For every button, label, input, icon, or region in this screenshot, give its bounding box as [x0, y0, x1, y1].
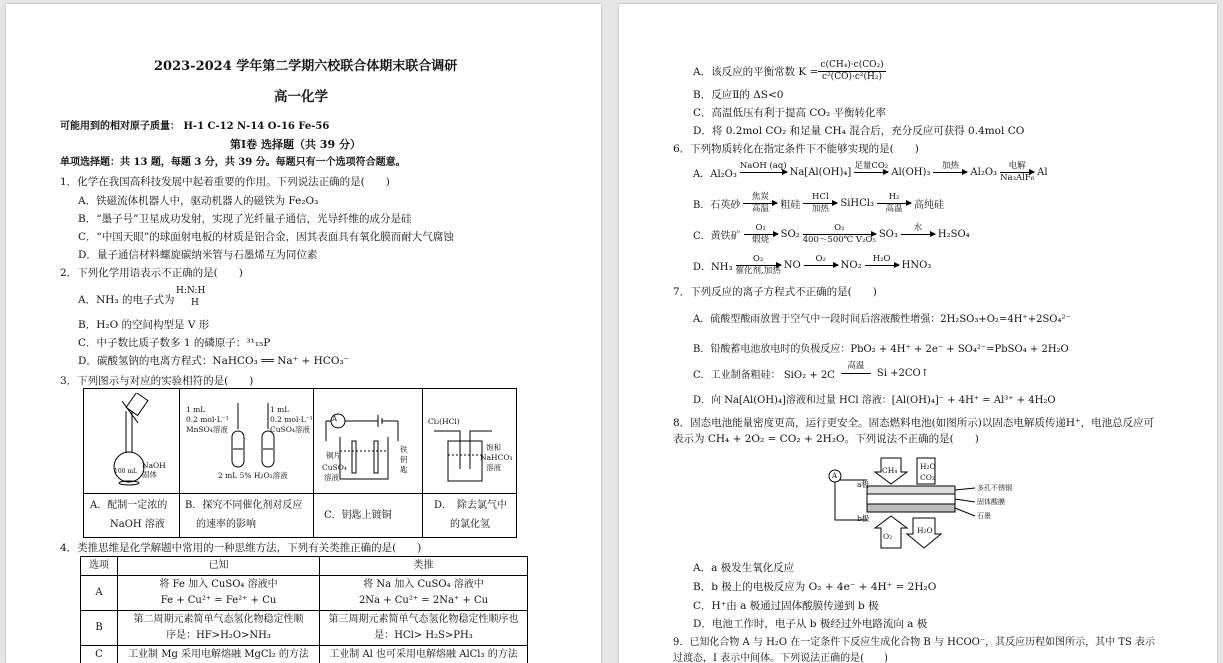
q4-row-b-infer: [320, 611, 528, 646]
fig-b-label-6: CuSO₄溶液: [270, 425, 310, 434]
section-title: 第Ⅰ卷 选择题（共 39 分）: [230, 138, 361, 151]
cell-line: Fe + Cu²⁺ = Fe²⁺ + Cu: [160, 595, 277, 606]
reaction-arrow: [933, 162, 967, 183]
condition: HCl: [812, 192, 829, 202]
nh3-electron-formula: H:N:H: [176, 286, 206, 296]
species: C．黄铁矿: [693, 231, 741, 242]
fig-b-label-3: MnSO₄溶液: [186, 425, 228, 434]
q4-row-a-infer: [320, 576, 528, 611]
q4-row-b-option: B: [81, 611, 118, 646]
q9-stem-line1: 9．已知化合物 A 与 H₂O 在一定条件下反应生成化合物 B 与 HCOO⁻，其反应历程如图所示，其中 TS 表示: [673, 637, 1156, 648]
q7-option-c-text: C．工业制备粗硅： SiO₂ + 2C: [693, 370, 835, 381]
fraction-denominator: c²(CO)·c²(H₂): [822, 72, 882, 82]
condition: O₂: [815, 254, 826, 264]
fig-o2: O₂: [883, 532, 893, 541]
cell-line: 工业制 Al 也可采用电解熔融 AlCl₃ 的方法: [329, 649, 518, 660]
instruction: 单项选择题：共 13 题，每题 3 分，共 39 分。每题只有一个选项符合题意。: [60, 157, 406, 168]
reaction-arrow: [743, 193, 777, 214]
reaction-arrow: [803, 224, 876, 245]
fig-h2o-top: H₂O: [920, 462, 936, 471]
cell-line: 序是：HF>H₂O>NH₃: [166, 630, 271, 641]
reaction-arrow: [744, 224, 778, 245]
q1-option-b: B．“墨子号”卫星成功发射，实现了光纤量子通信，光导纤维的成分是硅: [78, 213, 412, 225]
reaction-arrow: [740, 162, 787, 183]
exam-title: 2023-2024 学年第二学期六校联合体期末联合调研: [154, 59, 458, 74]
fig-c-label-copper: 铜片: [326, 451, 341, 460]
atomic-masses: 可能用到的相对原子质量： H-1 C-12 N-14 O-16 Fe-56: [60, 121, 330, 132]
condition: 高温: [751, 204, 769, 214]
q4-header-option: 选项: [81, 557, 118, 576]
q3-caption-a2: NaOH 溶液: [110, 519, 165, 530]
fig-h2o-bottom: H₂O: [917, 526, 933, 535]
q5-option-d: D．将 0.2mol CO₂ 和足量 CH₄ 混合后，充分反应可获得 0.4mol CO: [693, 125, 1025, 137]
species: NO: [783, 260, 801, 271]
q2-option-b: B．H₂O 的空间构型是 V 形: [78, 319, 210, 331]
q4-header-known: 已知: [118, 557, 320, 576]
q7-option-c: [693, 362, 929, 385]
species: SO₂: [780, 229, 800, 240]
q3-caption-d1: D． 除去氯气中: [434, 500, 508, 511]
q6-option-c: [693, 224, 970, 245]
table-row: [81, 646, 528, 663]
q1-option-a: A．铁磁流体机器人中，驱动机器人的磁铁为 Fe₂O₃: [78, 195, 319, 207]
q8-stem-line1: 8．固态电池能量密度更高，运行更安全。固态燃料电池(如图所示)以固态电解质传递H⁺，电池总反应可: [673, 417, 1155, 429]
fig-a-label-volume: 100 mL: [114, 468, 138, 475]
reaction-arrow: [1000, 162, 1034, 183]
fig-c-label-iron: 铁: [400, 445, 408, 454]
q1-option-d: D．量子通信材料螺旋碳纳米管与石墨烯互为同位素: [78, 249, 318, 261]
fig-d-label-solution: 溶液: [486, 463, 501, 472]
q4-row-b-known: [118, 611, 320, 646]
q5-option-c: C．高温低压有利于提高 CO₂ 平衡转化率: [693, 107, 887, 119]
reaction-arrow: [854, 162, 888, 183]
fraction-numerator: c(CH₄)·c(CO₂): [820, 60, 884, 70]
q4-stem: 4．类推思维是化学解题中常用的一种思维方法，下列有关类推正确的是( ): [60, 542, 422, 554]
cell-line: 工业制 Mg 采用电解熔融 MgCl₂ 的方法: [128, 649, 309, 660]
q4-row-a-option: A: [81, 576, 118, 611]
condition: 催化剂,加热: [735, 266, 781, 276]
q7-stem: 7．下列反应的离子方程式不正确的是( ): [673, 286, 877, 298]
fig-a-label-naoh: NaOH: [142, 461, 166, 470]
fig-b-label-7: 2 mL 5% H₂O₂溶液: [218, 471, 288, 480]
condition: 400～500℃ V₂O₅: [802, 235, 876, 245]
q4-header-infer: 类推: [320, 557, 528, 576]
fig-c-label-solution: 溶液: [324, 473, 339, 482]
fig-c-label-cuso4: CuSO₄: [322, 463, 347, 472]
q6-stem: 6．下列物质转化在指定条件下不能够实现的是( ): [673, 143, 919, 155]
fig-a-pole: a极: [857, 480, 869, 489]
species: SO₃: [878, 229, 898, 240]
subject-title: 高一化学: [274, 89, 328, 105]
fig-solid-acid-membrane: 固体酸膜: [977, 498, 1005, 506]
q4-row-c-known: [118, 646, 320, 663]
condition: H₂O: [872, 254, 891, 264]
q5-option-a: [693, 60, 886, 83]
fig-porous-steel: 多孔不锈钢: [977, 484, 1012, 492]
fig-d-label-gas: Cl₂(HCl): [428, 417, 460, 426]
reaction-arrow: [736, 255, 781, 276]
equilibrium-fraction: [818, 60, 885, 83]
fig-c-label-key2: 匙: [400, 465, 408, 474]
reaction-condition: [841, 362, 871, 385]
species: HNO₃: [901, 260, 932, 271]
q8-option-b: B．b 极上的电极反应为 O₂ + 4e⁻ + 4H⁺ = 2H₂O: [693, 581, 937, 593]
q3-stem: 3．下列图示与对应的实验相符的是( ): [60, 375, 254, 387]
cell-line: 将 Fe 加入 CuSO₄ 溶液中: [159, 579, 278, 590]
species: Na[Al(OH)₄]: [789, 167, 852, 178]
q2-option-c: C．中子数比质子数多 1 的磷原子：³¹₁₅P: [78, 337, 271, 349]
fig-b-label-2: 0.2 mol·L⁻¹: [186, 415, 229, 424]
page-1: [6, 4, 601, 663]
condition: 水: [913, 223, 923, 233]
fig-d-label-saturated: 饱和: [486, 443, 501, 452]
q4-table: [80, 556, 528, 663]
species: A．Al₂O₃: [693, 169, 737, 180]
table-row: [81, 611, 528, 646]
q8-option-a: A．a 极发生氧化反应: [693, 562, 795, 574]
fig-b-label-5: 0.2 mol·L⁻¹: [270, 415, 313, 424]
q2-stem: 2．下列化学用语表示不正确的是( ): [60, 267, 243, 279]
q4-table-header: [81, 557, 528, 576]
q2-option-a: A．NH₃ 的电子式为: [78, 294, 175, 306]
species: NO₂: [840, 260, 862, 271]
species: 粗硅: [780, 200, 801, 211]
q7-option-d: D．向 Na[Al(OH)₄]溶液和过量 HCl 溶液：[Al(OH)₄]⁻ + 4H⁺ = Al³⁺ + 4H₂O: [693, 395, 1056, 406]
species: H₂SO₄: [937, 229, 970, 240]
condition: 焦炭: [751, 192, 769, 202]
condition: 煅烧: [752, 235, 770, 245]
fig-b-pole: b极: [857, 514, 870, 523]
fig-co2: CO₂: [920, 473, 935, 482]
q7-option-c-product: Si +2CO↑: [876, 368, 930, 379]
fig-c-label-key1: 钥: [400, 455, 408, 464]
reaction-arrow: [877, 193, 911, 214]
q3-caption-a1: A．配制一定浓的: [90, 500, 168, 511]
q6-option-d: [693, 255, 931, 276]
reaction-arrow: [804, 255, 838, 276]
q4-row-c-infer: [320, 646, 528, 663]
q5-option-a-text: A．该反应的平衡常数 K =: [693, 65, 819, 78]
condition: O₂: [834, 223, 845, 233]
condition: H₂: [888, 192, 900, 202]
reaction-arrow: [803, 193, 837, 214]
fig-graphite: 石墨: [977, 512, 991, 520]
condition: 足量CO₂: [854, 161, 889, 171]
q3-caption-b2: 的速率的影响: [196, 519, 256, 530]
cell-line: 将 Na 加入 CuSO₄ 溶液中: [363, 579, 484, 590]
cell-line: 是：HCl> H₂S>PH₃: [374, 630, 473, 641]
condition: 电解: [1008, 161, 1026, 171]
species: SiHCl₃: [840, 198, 874, 209]
condition: 加热: [941, 161, 959, 171]
nh3-electron-formula-bottom: H: [191, 298, 199, 308]
fig-a-label-solid: 固体: [142, 470, 157, 479]
cell-line: 第三周期元素简单气态氢化物稳定性顺序也: [328, 614, 519, 625]
condition: O₂: [752, 254, 764, 264]
q1-stem: 1．化学在我国高科技发展中起着重要的作用。下列说法正确的是( ): [60, 176, 390, 188]
q1-option-c: C．“中国天眼”的球面射电板的材质是铝合金，因其表面具有氧化膜而耐大气腐蚀: [78, 231, 454, 243]
table-row: [81, 576, 528, 611]
q8-option-c: C．H⁺由 a 极通过固体酸膜传递到 b 极: [693, 600, 879, 612]
condition: 高温: [847, 361, 865, 371]
q7-option-b: B．铅酸蓄电池放电时的负极反应：PbO₂ + 4H⁺ + 2e⁻ + SO₄²⁻=PbSO₄ + 2H₂O: [693, 344, 1069, 355]
q3-caption-b1: B．探究不同催化剂对反应: [185, 500, 303, 511]
q3-figure-table: [83, 388, 517, 538]
q9-stem-line2: 过渡态，I 表示中间体。下列说法正确的是( ): [673, 653, 888, 663]
species: B．石英砂: [693, 200, 741, 211]
condition: O₂: [755, 223, 766, 233]
fig-c-ammeter: A: [332, 415, 338, 423]
q8-stem-line2: 表示为 CH₄ + 2O₂ = CO₂ + 2H₂O。下列说法不正确的是( ): [673, 433, 979, 445]
q2-option-d: D．碳酸氢钠的电离方程式：NaHCO₃ ══ Na⁺ + HCO₃⁻: [78, 355, 350, 367]
reaction-arrow: [865, 255, 899, 276]
species: Al₂O₃: [970, 167, 998, 178]
q8-option-d: D．电池工作时，电子从 b 极经过外电路流向 a 极: [693, 618, 928, 630]
condition: Na₃AlF₆: [1000, 173, 1035, 183]
fig-b-label-1: 1 mL: [186, 405, 206, 414]
q4-row-a-known: [118, 576, 320, 611]
cell-line: 2Na + Cu²⁺ = 2Na⁺ + Cu: [358, 595, 489, 606]
q6-option-b: [693, 193, 944, 214]
q4-row-c-option: C: [81, 646, 118, 663]
q5-option-b: B．反应Ⅱ的 ΔS<0: [693, 89, 784, 101]
condition: 高温: [885, 204, 903, 214]
q3-caption-c: C．钥匙上镀铜: [324, 510, 392, 521]
q6-option-a: [693, 162, 1048, 183]
fig-b-label-4: 1 mL: [270, 405, 290, 414]
cell-line: 第二周期元素简单气态氢化物稳定性顺: [133, 614, 304, 625]
q3-caption-d2: 的氯化氢: [450, 519, 490, 530]
q7-option-a: A．硫酸型酸雨放置于空气中一段时间后溶液酸性增强：2H₂SO₃+O₂=4H⁺+2SO₄²⁻: [693, 314, 1071, 325]
fig-ch4: CH₄: [882, 466, 898, 475]
condition: NaOH (aq): [739, 161, 787, 171]
fig-d-label-nahco3: NaHCO₃: [480, 453, 513, 462]
fig-ammeter-label: A: [832, 472, 838, 480]
species: 高纯硅: [914, 200, 944, 211]
reaction-arrow: [901, 224, 935, 245]
species: Al(OH)₃: [891, 167, 931, 178]
page-2: [619, 4, 1217, 663]
test-tubes-diagram: [224, 401, 284, 471]
species: Al: [1037, 167, 1048, 178]
species: D．NH₃: [693, 262, 733, 273]
condition: 加热: [811, 204, 829, 214]
